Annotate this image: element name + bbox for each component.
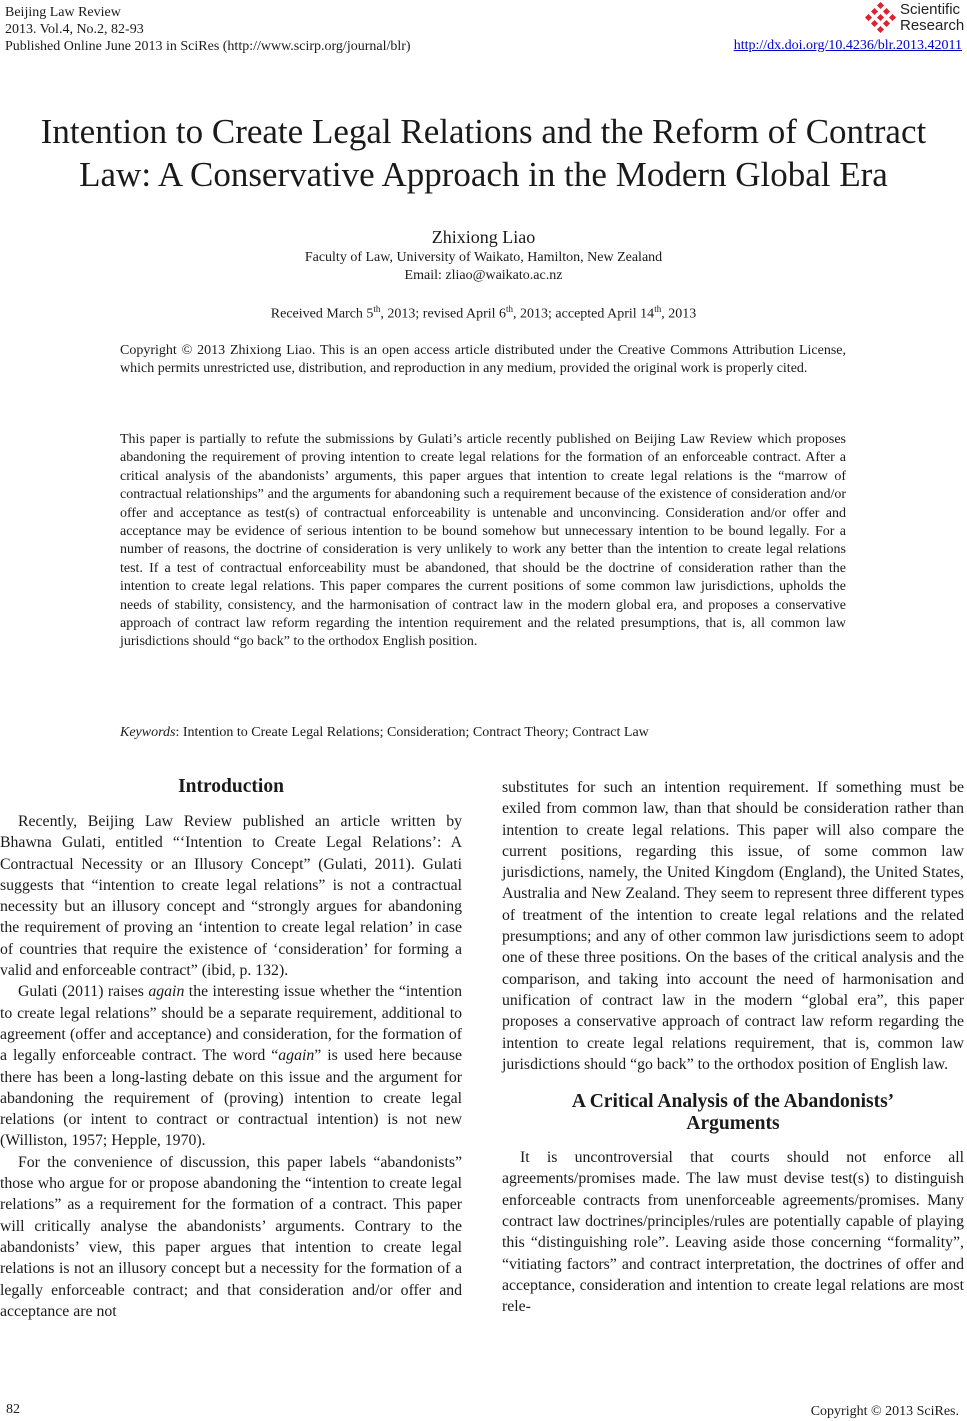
text-run: the interesting issue whether the “intention to create legal relations” should be a separate requirement, additional to agreement (offer and acceptance) and consideration, for the formation of a legally enforceable contract. The word “ — [0, 983, 463, 1065]
doi-link[interactable]: http://dx.doi.org/10.4236/blr.2013.42011 — [733, 38, 962, 53]
right-column — [502, 777, 964, 1318]
paper-title — [0, 110, 967, 196]
paragraph: For the convenience of discussion, this paper labels “abandonists” those who argue for or propose abandoning the “intention to create legal relations” as a requirement for the formation of a contract. This paper will critically analyse the abandonists’ arguments. Contrary to the abandonists’ view, this paper argues that intention to create legal relations is not an illusory concept but a necessity for the formation of a legally enforceable contract; and that consideration and/or offer and acceptance are not — [0, 1153, 462, 1320]
copyright-notice: Copyright © 2013 Zhixiong Liao. This is an open access article distributed under the Creative Commons Attribution License, which permits unrestricted use, distribution, and reproduction in any medium, provided the original work is properly cited. — [120, 343, 846, 377]
section-heading-critical-analysis — [502, 1091, 964, 1135]
submission-dates — [0, 304, 967, 323]
left-column — [0, 776, 462, 1322]
dates-year: , 2013 — [661, 306, 697, 322]
ordinal-suffix: th — [506, 304, 514, 314]
author-name: Zhixiong Liao — [431, 227, 536, 247]
title-line-1: Intention to Create Legal Relations and the Reform of Contract — [40, 112, 927, 151]
footer-copyright: Copyright © 2013 SciRes. — [810, 1404, 959, 1419]
journal-volume: 2013. Vol.4, No.2, 82-93 — [5, 22, 144, 37]
emphasis: again — [148, 983, 185, 1001]
abstract: This paper is partially to refute the submissions by Gulati’s article recently published on Beijing Law Review which proposes abandoning the requirement of proving intention to create legal relations for the formation of an enforceable contract. After a critical analysis of the abandonists’ arguments, this paper argues that intention to create legal relations is the “marrow of contractual relationships” and the arguments for abandoning such a requirement because of the existence of consideration and/or offer and acceptance as test(s) of contractual enforceability is untenable and unconvincing. Consideration and/or offer and acceptance may be evidence of serious intention to be bound somehow but unnecessary intention to be bound legally. For a number of reasons, the doctrine of consideration is very unlikely to work any better than the intention to create legal relations test. If a test of contractual enforceability must be abandoned, that should be the doctrine of consideration rather than the intention to create legal relations. This paper compares the current positions of some common law jurisdictions, upholds the needs of stability, consistency, and the harmonisation of contract law in the modern global era, and proposes a conservative approach of contract law reform regarding the intention requirement and the related presumptions, that is, all common law jurisdictions should “go back” to the orthodox English position. — [120, 432, 846, 650]
journal-name: Beijing Law Review — [5, 5, 121, 20]
journal-header — [5, 4, 411, 55]
page-number: 82 — [6, 1402, 20, 1417]
publication-info: Published Online June 2013 in SciRes (http://www.scirp.org/journal/blr) — [5, 39, 411, 54]
author-affiliation: Faculty of Law, University of Waikato, Hamilton, New Zealand — [304, 250, 663, 265]
paragraph: substitutes for such an intention requirement. If something must be exiled from common law, than that should be consideration rather than intention to create legal relations. This paper will also compare the current positions, regarding this issue, of some common law jurisdictions, namely, the United Kingdom (England), the United States, Australia and New Zealand. They seem to represent three different types of treatment of the intention to create legal relations and the related presumptions; and any of other common law jurisdictions seem to adopt one of these three positions. On the bases of the critical analysis and the comparison, and taking into account the need of harmonisation and unification of contract law in the modern “global era”, this paper proposes a conservative approach of contract law reform regarding the intention to create legal relations requirement, that is, common law jurisdictions should “go back” to the orthodox position of English law. — [502, 779, 964, 1073]
keywords-label: Keywords — [120, 725, 176, 740]
text-run: ” is used here because there has been a long-lasting debate on this issue and the argument for abandoning the requirement of (proving) intention to create legal relations (or intent to contract or contractual intention) is not new (Williston, 1957; Hepple, 1970). — [0, 1047, 462, 1150]
heading-line-1: A Critical Analysis of the Abandonists’ — [571, 1091, 895, 1113]
keywords — [120, 725, 649, 741]
section-heading-introduction: Introduction — [178, 776, 284, 797]
author-email: Email: zliao@waikato.ac.nz — [404, 268, 563, 283]
paragraph: Recently, Beijing Law Review published an article written by Bhawna Gulati, entitled “‘Intention to Create Legal Relations’: A Contractual Necessity or an Illusory Concept” (Gulati, 2011). Gulati suggests that “intention to create legal relations” is not a contractual necessity but an illusory concept and “strongly argues for abandoning the requirement of proving an ‘intention to create legal relation’ in case of countries that require the existence of ‘consideration’ for forming a valid and enforceable contract” (ibid, p. 132). — [0, 813, 462, 980]
logo-text-line2: Research — [900, 17, 965, 34]
paragraph — [0, 981, 462, 1151]
emphasis: again — [278, 1047, 315, 1065]
keywords-list: : Intention to Create Legal Relations; Consideration; Contract Theory; Contract Law — [175, 725, 649, 740]
text-run: Gulati (2011) raises — [18, 983, 149, 1001]
scientific-research-logo — [864, 0, 964, 36]
logo-icon — [864, 2, 898, 34]
ordinal-suffix: th — [654, 304, 662, 314]
paragraph: It is uncontroversial that courts should not enforce all agreements/promises made. The law must devise test(s) to distinguish enforceable contracts from unenforceable agreements/promises. Many contract law doctrines/principles/rules are potentially capable of playing this “distinguishing role”. Leaving aside those concerning “formality”, “vitiating factors” and contract interpretation, the doctrines of offer and acceptance, consideration and intention to create legal relations are most rele- — [502, 1149, 964, 1316]
received-date: Received March 5 — [270, 306, 374, 322]
ordinal-suffix: th — [373, 304, 381, 314]
accepted-date: , 2013; accepted April 14 — [513, 306, 655, 322]
revised-date: , 2013; revised April 6 — [380, 306, 507, 322]
logo-text-line1: Scientific — [900, 1, 961, 18]
heading-line-2: Arguments — [686, 1113, 780, 1135]
title-line-2: Law: A Conservative Approach in the Modern Global Era — [79, 155, 888, 194]
